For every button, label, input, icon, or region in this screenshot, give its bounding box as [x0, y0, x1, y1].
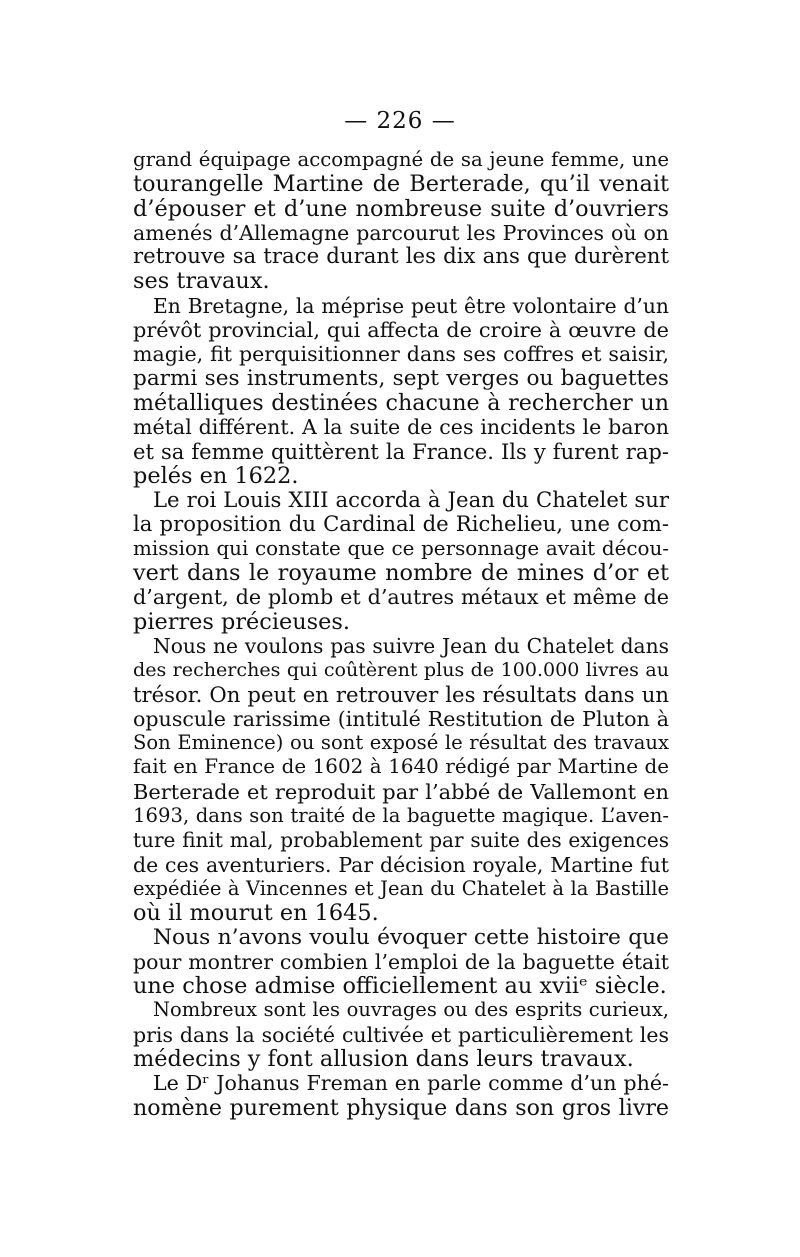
text-line: vert dans le royaume nombre de mines d’or et: [133, 560, 669, 587]
text-line: pris dans la société cultivée et particulièrement les: [133, 1022, 669, 1047]
text-line: métalliques destinées chacune à rechercher un: [133, 389, 669, 416]
text-line: des recherches qui coûtèrent plus de 100.000 livres au: [133, 659, 669, 682]
text-line: retrouve sa trace durant les dix ans que durèrent: [133, 244, 669, 270]
text-line: Nous n’avons voulu évoquer cette histoire que: [153, 924, 669, 950]
text-line: la proposition du Cardinal de Richelieu, une com-: [133, 511, 669, 537]
text-line: fait en France de 1602 à 1640 rédigé par Martine de: [133, 755, 669, 779]
text-line: opuscule rarissime (intitulé Restitution de Pluton à: [133, 706, 669, 731]
text-line: En Bretagne, la méprise peut être volontaire d’un: [153, 293, 669, 318]
text-line: métal différent. A la suite de ces incidents le baron: [133, 415, 669, 440]
text-line: 1693, dans son traité de la baguette magique. L’aven-: [133, 804, 669, 828]
text-line: ture finit mal, probablement par suite des exigences: [133, 828, 669, 853]
text-line: mission qui constate que ce personnage avait décou-: [133, 536, 669, 560]
text-line: pelés en 1622.: [133, 462, 299, 489]
text-line: pierres précieuses.: [133, 608, 351, 635]
text-line: Le Dʳ Johanus Freman en parle comme d’un phé-: [153, 1071, 669, 1096]
text-line: nomène purement physique dans son gros livre: [133, 1094, 669, 1121]
text-line: expédiée à Vincennes et Jean du Chatelet à la Bastille: [133, 876, 669, 900]
text-line: grand équipage accompagné de sa jeune femme, une: [133, 148, 669, 171]
text-line: et sa femme quittèrent la France. Ils y furent rap-: [133, 438, 669, 464]
page-number: — 226 —: [344, 108, 456, 134]
text-line: Nous ne voulons pas suivre Jean du Chatelet dans: [153, 633, 669, 658]
text-line: où il mourut en 1645.: [133, 900, 379, 927]
text-line: de ces aventuriers. Par décision royale, Martine fut: [133, 852, 669, 877]
text-line: médecins y font allusion dans leurs travaux.: [133, 1045, 634, 1072]
text-line: Son Eminence) ou sont exposé le résultat des travaux: [133, 731, 669, 755]
text-line: tourangelle Martine de Berterade, qu’il venait: [133, 171, 669, 198]
text-line: une chose admise officiellement au xviiᵉ siècle.: [133, 973, 667, 1000]
text-line: Nombreux sont les ouvrages ou des esprits curieux,: [153, 998, 669, 1022]
text-line: prévôt provincial, qui affecta de croire à œuvre de: [133, 318, 669, 343]
text-line: trésor. On peut en retrouver les résultats dans un: [133, 681, 669, 707]
text-line: Le roi Louis XIII accorda à Jean du Chatelet sur: [153, 487, 669, 513]
text-line: parmi ses instruments, sept verges ou baguettes: [133, 365, 669, 391]
text-line: pour montrer combien l’emploi de la baguette était: [133, 949, 669, 974]
text-line: magie, fit perquisitionner dans ses coffres et saisir,: [133, 342, 669, 367]
text-line: Berterade et reproduit par l’abbé de Vallemont en: [133, 779, 669, 804]
body-text: [133, 148, 669, 1120]
text-line: ses travaux.: [133, 268, 270, 295]
text-line: d’argent, de plomb et d’autres métaux et même de: [133, 585, 669, 610]
text-line: amenés d’Allemagne parcourut les Provinces où on: [133, 220, 669, 245]
text-line: d’épouser et d’une nombreuse suite d’ouvriers: [133, 195, 669, 222]
